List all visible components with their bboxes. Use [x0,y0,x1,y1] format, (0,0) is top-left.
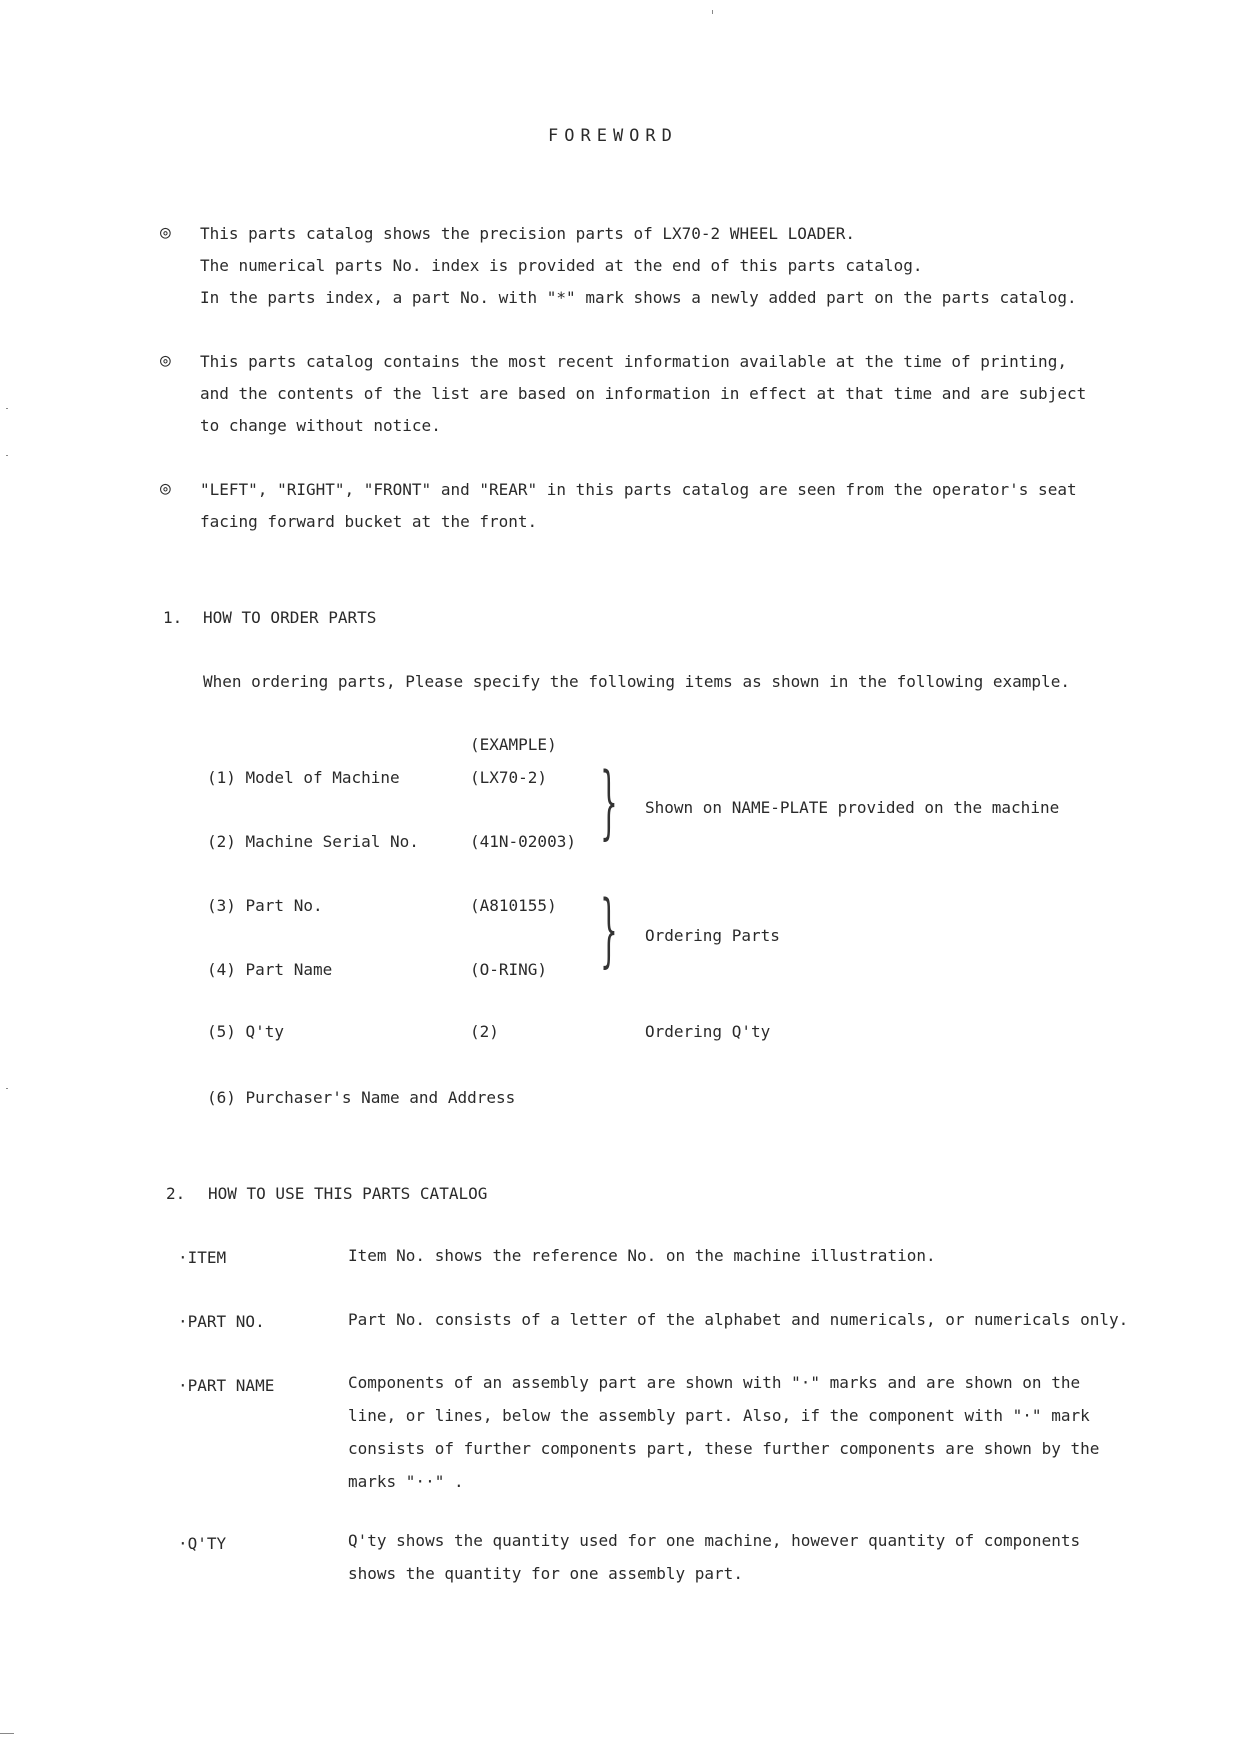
scan-speck [712,10,713,14]
bullet-3-line-1: "LEFT", "RIGHT", "FRONT" and "REAR" in this parts catalog are seen from the operator's seat [200,480,1077,499]
order-item-label: (4) Part Name [207,960,333,979]
scan-speck [6,1088,8,1089]
bullet-2-line-1: This parts catalog contains the most recent information available at the time of printing, [200,352,1067,371]
section-1-intro: When ordering parts, Please specify the following items as shown in the following example. [203,672,1070,691]
usage-desc: Item No. shows the reference No. on the machine illustration. [348,1246,936,1265]
bullet-1-line-2: The numerical parts No. index is provided at the end of this parts catalog. [200,256,923,275]
scan-speck [6,408,8,409]
bullet-2-line-2: and the contents of the list are based on information in effect at that time and are subject [200,384,1087,403]
section-2-heading: HOW TO USE THIS PARTS CATALOG [208,1184,488,1203]
order-item-example: (A810155) [470,896,557,915]
order-item-label: (6) Purchaser's Name and Address [207,1088,516,1107]
brace-icon: } [600,755,618,848]
nameplate-note: Shown on NAME-PLATE provided on the machine [645,798,1060,817]
order-item-example: (41N-02003) [470,832,576,851]
bullet-mark: ◎ [160,222,171,243]
section-1-number: 1. [163,608,183,627]
usage-desc: Components of an assembly part are shown with "·" marks and are shown on the line, or lines, below the assembly part. Also, if the component with "·" mark consists of further components part, these further components are shown by the marks "··" . [348,1373,1100,1491]
order-item-example: (O-RING) [470,960,548,979]
usage-term: ·Q'TY [178,1534,227,1553]
usage-term: ·PART NO. [178,1312,265,1331]
ordering-parts-note: Ordering Parts [645,926,780,945]
bullet-mark: ◎ [160,350,171,371]
brace-icon: } [600,883,618,976]
order-item-example: (LX70-2) [470,768,548,787]
usage-desc: Q'ty shows the quantity used for one machine, however quantity of components shows the quantity for one assembly part. [348,1531,1081,1583]
order-item-label: (5) Q'ty [207,1022,285,1041]
bullet-3-line-2: facing forward bucket at the front. [200,512,538,531]
bullet-mark: ◎ [160,478,171,499]
order-item-example: (2) [470,1022,499,1041]
order-item-label: (2) Machine Serial No. [207,832,419,851]
bullet-1-line-1: This parts catalog shows the precision parts of LX70-2 WHEEL LOADER. [200,224,856,243]
scan-speck [6,455,8,456]
usage-term: ·PART NAME [178,1376,275,1395]
usage-desc: Part No. consists of a letter of the alphabet and numericals, or numericals only. [348,1310,1129,1329]
bullet-1-line-3: In the parts index, a part No. with "*" mark shows a newly added part on the parts catalog. [200,288,1077,307]
order-item-label: (1) Model of Machine [207,768,400,787]
bullet-2-line-3: to change without notice. [200,416,441,435]
section-2-number: 2. [166,1184,186,1203]
scan-speck [0,1733,14,1734]
usage-term: ·ITEM [178,1248,227,1267]
section-1-heading: HOW TO ORDER PARTS [203,608,377,627]
order-item-label: (3) Part No. [207,896,323,915]
page-title: FOREWORD [548,126,678,146]
example-header: (EXAMPLE) [470,735,557,754]
ordering-qty-note: Ordering Q'ty [645,1022,771,1041]
